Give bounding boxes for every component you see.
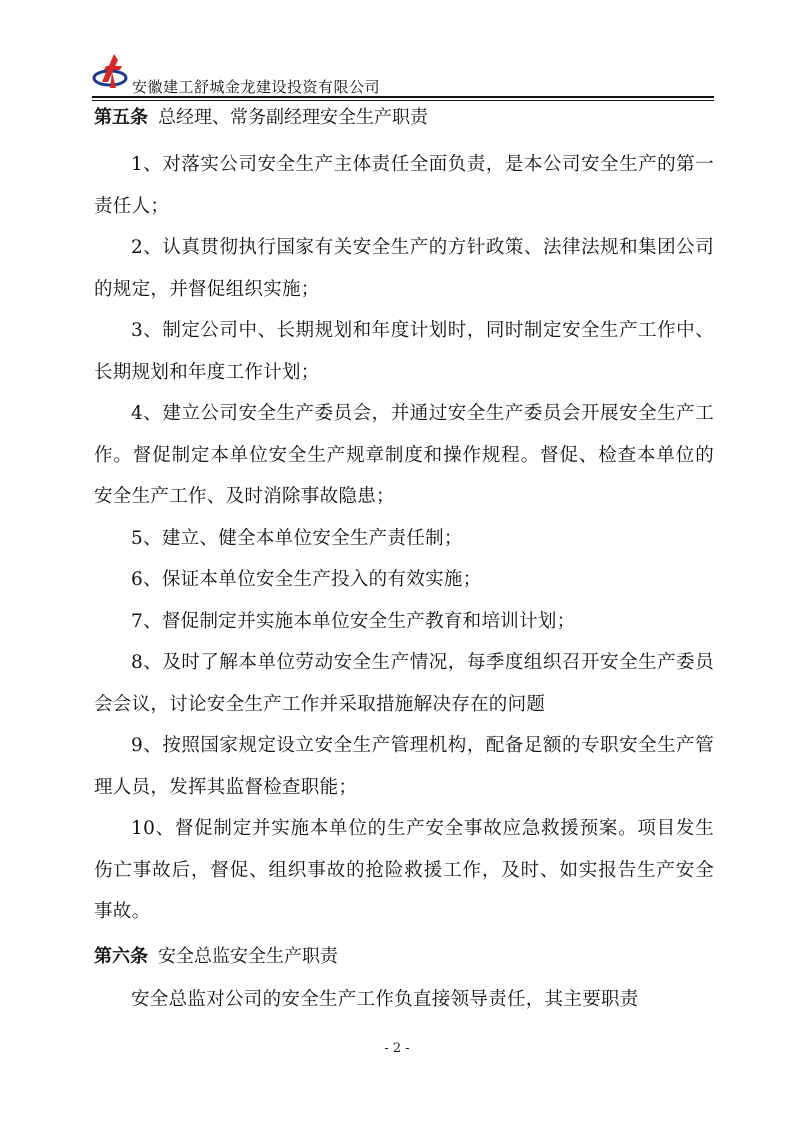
section-title: 安全总监安全生产职责 — [158, 945, 338, 967]
list-item: 4、建立公司安全生产委员会，并通过安全生产委员会开展安全生产工作。督促制定本单位安全生产规章制度和操作规程。督促、检查本单位的安全生产工作、及时消除事故隐患； — [94, 403, 714, 507]
list-item: 10、督促制定并实施本单位的生产安全事故应急救援预案。项目发生伤亡事故后，督促、组织事故的抢险救援工作，及时、如实报告生产安全事故。 — [94, 818, 714, 922]
section-title: 总经理、常务副经理安全生产职责 — [158, 107, 428, 128]
page-header — [92, 52, 714, 100]
list-item: 7、督促制定并实施本单位安全生产教育和培训计划； — [131, 610, 576, 632]
company-logo-icon — [92, 52, 128, 92]
section-heading — [94, 104, 714, 132]
header-rule-thick — [92, 96, 714, 98]
company-name: 安徽建工舒城金龙建设投资有限公司 — [132, 78, 381, 96]
section-number: 第六条 — [94, 945, 148, 967]
list-item: 1、对落实公司安全生产主体责任全面负责，是本公司安全生产的第一责任人； — [94, 154, 714, 217]
header-rule-thin — [92, 100, 714, 101]
list-item: 5、建立、健全本单位安全生产责任制； — [131, 527, 463, 549]
list-item: 9、按照国家规定设立安全生产管理机构，配备足额的专职安全生产管理人员，发挥其监督检查职能； — [94, 735, 714, 798]
list-item: 6、保证本单位安全生产投入的有效实施； — [131, 569, 482, 590]
document-body — [94, 104, 714, 1020]
section-number: 第五条 — [94, 107, 148, 128]
list-item: 2、认真贯彻执行国家有关安全生产的方针政策、法律法规和集团公司的规定，并督促组织实施； — [94, 237, 714, 300]
section-heading — [94, 943, 714, 971]
list-item: 8、及时了解本单位劳动安全生产情况，每季度组织召开安全生产委员会会议，讨论安全生产工作并采取措施解决存在的问题 — [94, 652, 714, 715]
list-item: 安全总监对公司的安全生产工作负直接领导责任，其主要职责 — [131, 988, 639, 1010]
page-number: - 2 - — [384, 1041, 410, 1056]
list-item: 3、制定公司中、长期规划和年度计划时，同时制定安全生产工作中、长期规划和年度工作计划； — [94, 320, 714, 383]
